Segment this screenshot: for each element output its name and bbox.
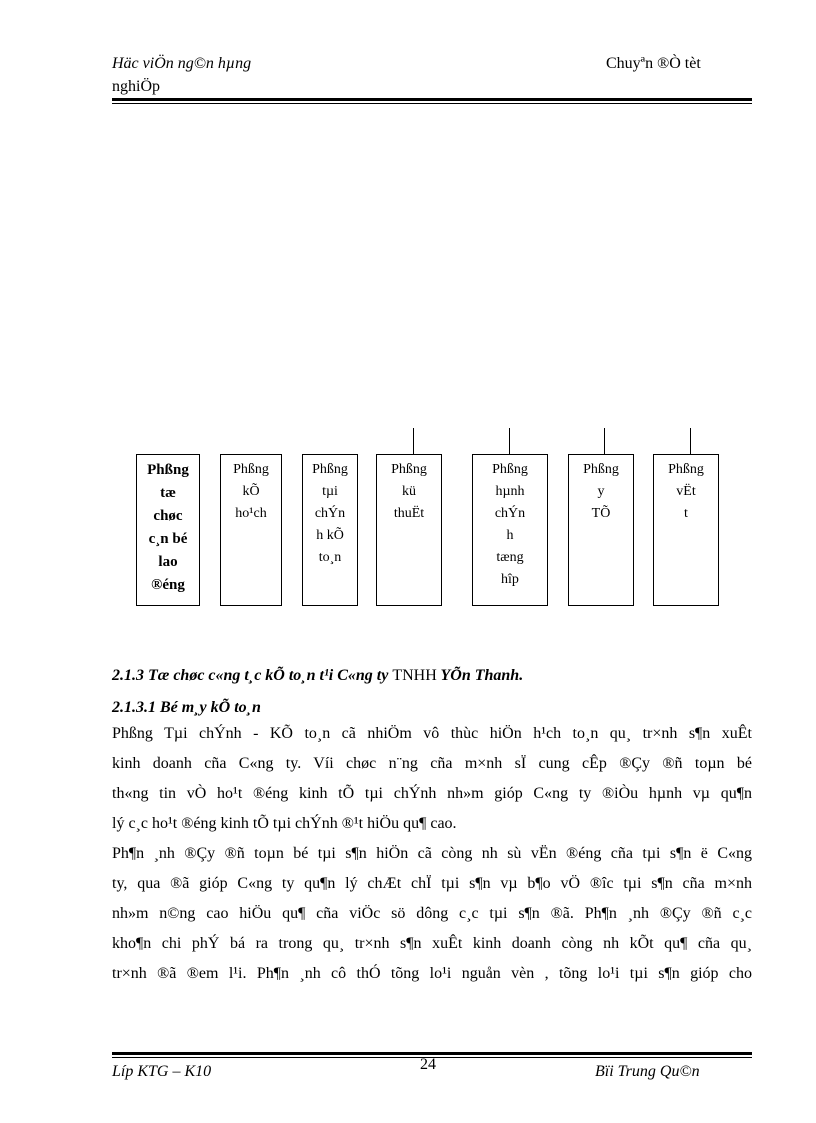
body-line: kho¶n chi phÝ bá ra trong qu¸ tr×nh s¶n xuÊt kinh doanh còng nh kÕt qu¶ cña qu¸ [112, 935, 752, 952]
footer-author: Bïi Trung Qu©n [595, 1063, 700, 1080]
body-text [112, 719, 752, 989]
connector-line [413, 428, 414, 454]
org-box-line: TÕ [591, 506, 611, 521]
org-box-line: to¸n [318, 550, 342, 565]
org-box-line: y [597, 484, 605, 499]
section-heading-part2: TNHH [392, 667, 437, 684]
section-heading-part3: YÕn Thanh. [440, 667, 524, 684]
org-box-line: chøc [153, 508, 183, 524]
org-box-line: lao [158, 554, 178, 570]
org-box-line: c¸n bé [148, 531, 188, 547]
org-box-line: thuËt [393, 506, 425, 521]
org-box-line: Phßng [233, 462, 269, 477]
org-box-line: ho¹ch [235, 506, 267, 521]
body-line: nh»m n©ng cao hiÖu qu¶ cña viÖc sö dông c¸c tµi s¶n ®ã. Ph¶n ¸nh ®Çy ®ñ c¸c [112, 905, 752, 922]
org-box-line: hµnh [495, 484, 525, 499]
header-rule-thick [112, 98, 752, 101]
body-line: lý c¸c ho¹t ®éng kinh tÕ tµi chÝnh ®¹t hiÖu qu¶ cao. [112, 815, 457, 832]
org-box-line: h kÕ [316, 528, 344, 543]
page-number: 24 [420, 1056, 436, 1073]
section-heading-part1: 2.1.3 Tæ chøc c«ng t¸c kÕ to¸n t¹i C«ng ty [112, 667, 389, 684]
org-box-line: Phßng [391, 462, 427, 477]
org-box-line: vËt [676, 484, 696, 499]
org-box-line: hîp [501, 572, 519, 587]
org-box-line: Phßng [312, 462, 348, 477]
org-box-administration [472, 454, 548, 606]
org-box-personnel [136, 454, 200, 606]
body-line: tr×nh ®ã ®em l¹i. Ph¶n ¸nh cô thÓ tõng lo¹i nguån vèn , tõng lo¹i tµi s¶n gióp cho [112, 965, 752, 982]
connector-line [509, 428, 510, 454]
org-box-planning [220, 454, 282, 606]
org-box-line: chÝn [494, 506, 526, 521]
footer-class: Líp KTG – K10 [112, 1063, 212, 1080]
org-box-line: Phßng [492, 462, 528, 477]
org-box-line: h [506, 528, 514, 543]
body-line: Ph¶n ¸nh ®Çy ®ñ toµn bé tµi s¶n hiÖn cã còng nh sù vËn ®éng cña tµi s¶n ë C«ng [112, 845, 752, 862]
org-box-line: tæ [160, 485, 176, 501]
subsection-heading: 2.1.3.1 Bé m¸y kÕ to¸n [112, 699, 261, 716]
org-box-line: Phßng [147, 462, 189, 478]
org-box-line: ®éng [151, 577, 185, 593]
org-box-finance-accounting [302, 454, 358, 606]
header-thesis-title: Chuyªn ®Ò tèt [606, 55, 701, 72]
org-box-line: chÝn [314, 506, 346, 521]
connector-line [604, 428, 605, 454]
org-box-line: Phßng [668, 462, 704, 477]
org-box-line: kÕ [242, 484, 260, 499]
body-line: th«ng tin vÒ ho¹t ®éng kinh tÕ tµi chÝnh nh»m gióp C«ng ty ®iÒu hµnh vµ qu¶n [112, 785, 752, 802]
section-heading [112, 667, 523, 685]
org-box-line: Phßng [583, 462, 619, 477]
org-box-technical [376, 454, 442, 606]
org-box-supplies [653, 454, 719, 606]
header-school-name-cont: nghiÖp [112, 78, 160, 95]
org-box-line: t [684, 506, 688, 521]
body-line: ty, qua ®ã gióp C«ng ty qu¶n lý chÆt chÏ tµi s¶n vµ b¶o vÖ ®îc tµi s¶n cña m×nh [112, 875, 752, 892]
org-box-line: tµi [322, 484, 338, 499]
header-rule-thin [112, 103, 752, 104]
org-box-line: tæng [496, 550, 524, 565]
org-box-medical [568, 454, 634, 606]
body-line: Phßng Tµi chÝnh - KÕ to¸n cã nhiÖm vô thùc hiÖn h¹ch to¸n qu¸ tr×nh s¶n xuÊt [112, 725, 752, 742]
footer-rule-thick [112, 1052, 752, 1055]
org-box-line: kü [402, 484, 416, 499]
header-school-name: Häc viÖn ng©n hµng [112, 55, 252, 72]
body-line: kinh doanh cña C«ng ty. Víi chøc n¨ng cña m×nh sÏ cung cÊp ®Çy ®ñ toµn bé [112, 755, 752, 772]
connector-line [690, 428, 691, 454]
